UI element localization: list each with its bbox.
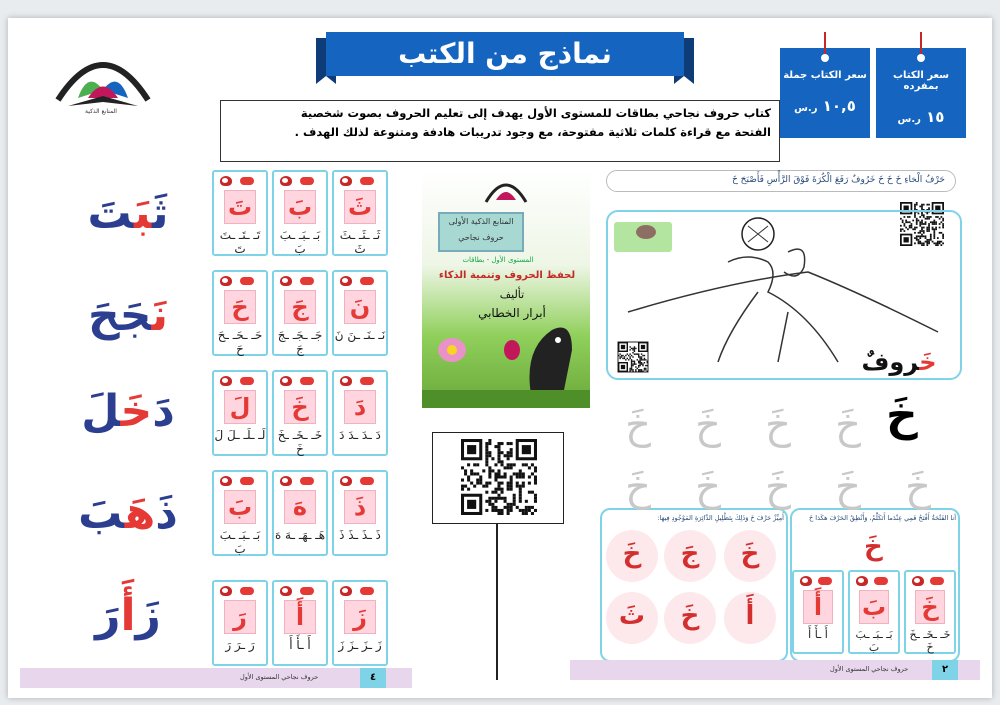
- worksheet-word: [844, 348, 954, 376]
- trace-letter: خَ: [625, 464, 651, 510]
- eyes-icon: [340, 586, 352, 596]
- card-forms: خَـ ـخَـ ـخَ خَ: [277, 428, 323, 456]
- word-letter: نَ: [151, 290, 168, 341]
- letter-card: [332, 170, 388, 256]
- mouth-icon: [240, 477, 254, 485]
- word-letter: جَ: [119, 290, 152, 341]
- card-letter: بَ: [859, 590, 889, 624]
- letter-card: [212, 470, 268, 556]
- eyes-icon: [280, 276, 292, 286]
- letter-circle[interactable]: جَ: [664, 530, 716, 582]
- footer-text: حروف نجاحي المستوى الأول: [240, 673, 319, 681]
- card-forms: بَـ ـبَـ ـبَ بَ: [279, 228, 321, 256]
- word-letter: زَ: [135, 590, 161, 641]
- price-label: سعر الكتاب بمفرده: [892, 70, 950, 92]
- letter-card: [272, 370, 328, 456]
- trace-letter: خَ: [835, 402, 861, 448]
- eyes-icon: [280, 586, 292, 596]
- eyes-icon: [340, 276, 352, 286]
- example-word: [58, 386, 198, 446]
- description-box: [220, 100, 780, 162]
- card-letter: حَ: [224, 290, 256, 324]
- mouth-icon: [360, 177, 374, 185]
- mouth-icon: [240, 377, 254, 385]
- card-forms: بَـ ـبَـ ـبَ بَ: [855, 628, 893, 654]
- cover-level: المستوى الأول - بطاقات: [462, 256, 534, 264]
- trace-letter: خَ: [765, 402, 791, 448]
- card-letter: هَ: [284, 490, 316, 524]
- letter-circle[interactable]: أَ: [724, 592, 776, 644]
- document-sheet: [8, 18, 992, 698]
- card-letter: تَ: [224, 190, 256, 224]
- panel-title: أَمِيِّزْ حَرْفَ خَ وَذَلِكَ بِتَظْلِيلِ الدَّائِرَةِ المَوْجُودِ فِيهَا:: [657, 514, 784, 522]
- eyes-icon: [856, 576, 868, 586]
- mini-letter-card: [904, 570, 956, 654]
- letter-circle[interactable]: خَ: [606, 530, 658, 582]
- price-unit: ر.س: [794, 103, 818, 114]
- eyes-icon: [340, 476, 352, 486]
- card-forms: بَـ ـبَـ ـبَ بَ: [219, 528, 261, 556]
- eyes-icon: [220, 176, 232, 186]
- price-label: سعر الكتاب جملة: [783, 70, 867, 81]
- qr-code-icon: [461, 439, 537, 517]
- letter-card: [272, 270, 328, 356]
- example-word: [58, 488, 198, 548]
- card-letter: ذَ: [344, 490, 376, 524]
- book-cover: [422, 170, 590, 408]
- eyes-icon: [220, 276, 232, 286]
- card-letter: جَ: [284, 290, 316, 324]
- card-letter: دَ: [344, 390, 376, 424]
- card-forms: أَ ـأَ أَ: [808, 628, 828, 641]
- letter-card: [212, 170, 268, 256]
- eyes-icon: [220, 376, 232, 386]
- eyes-icon: [280, 176, 292, 186]
- card-forms: دَ ـدَ ـدَ دَ: [339, 428, 381, 442]
- eyes-icon: [340, 176, 352, 186]
- letter-card: [212, 370, 268, 456]
- eyes-icon: [220, 586, 232, 596]
- card-letter: ثَ: [344, 190, 376, 224]
- qr-code-box[interactable]: [432, 432, 564, 524]
- card-letter: بَ: [284, 190, 316, 224]
- card-letter: خَ: [915, 590, 945, 624]
- price-unit: ر.س: [897, 114, 921, 125]
- price-tag-single: [876, 48, 966, 138]
- mouth-icon: [300, 587, 314, 595]
- eyes-icon: [220, 476, 232, 486]
- eyes-icon: [280, 376, 292, 386]
- card-forms: ثَـ ـثَـ ـثَ ثَ: [339, 228, 381, 256]
- word-letter: هَ: [124, 488, 156, 539]
- title-banner: [316, 32, 694, 84]
- cover-tag-line: حروف نجاحي: [458, 233, 504, 242]
- letter-card: [332, 370, 388, 456]
- letter-circle[interactable]: خَ: [724, 530, 776, 582]
- eyes-icon: [340, 376, 352, 386]
- example-word: [58, 590, 198, 650]
- card-forms: أَ ـأَ أَ: [289, 638, 311, 652]
- letter-card: [212, 270, 268, 356]
- word-letter: رَ: [95, 590, 121, 641]
- page-title: نماذج من الكتب: [398, 37, 612, 70]
- trace-letter: خَ: [625, 402, 651, 448]
- mouth-icon: [360, 277, 374, 285]
- card-forms: حَـ ـحَـ ـحَ حَ: [217, 328, 263, 356]
- word-letter: دَ: [152, 386, 175, 437]
- mouth-icon: [300, 477, 314, 485]
- big-letter: خَ: [886, 390, 918, 441]
- cover-author: أبرار الخطابي: [478, 306, 546, 320]
- cover-tag: [438, 212, 524, 252]
- horse-icon: [530, 328, 573, 401]
- cover-subtitle: لحفظ الحروف وتنمية الذكاء: [438, 270, 576, 281]
- word-red-letter: خَ: [919, 348, 937, 376]
- letter-card: [272, 170, 328, 256]
- card-forms: رَ ـرَ رَ: [225, 638, 255, 652]
- card-forms: تَـ ـتَـ ـتَ تَ: [219, 228, 261, 256]
- eyes-icon: [912, 576, 924, 586]
- trace-letter: خَ: [695, 464, 721, 510]
- price-value: ١٠,٥: [822, 97, 856, 115]
- word-letter: تَ: [87, 188, 135, 239]
- card-letter: نَ: [344, 290, 376, 324]
- word-letter: خَ: [120, 386, 153, 437]
- card-letter: بَ: [224, 490, 256, 524]
- word-letter: بَ: [78, 488, 125, 539]
- mouth-icon: [360, 587, 374, 595]
- card-forms: نَـ ـنَـ ـنَ نَ: [334, 328, 386, 342]
- sheep-drawing: [718, 257, 838, 362]
- page-number: ٤: [360, 668, 386, 688]
- footer-text: حروف نجاحي المستوى الأول: [830, 665, 909, 673]
- sign-pole: [496, 524, 498, 680]
- logo-caption: المنابع الذكية: [85, 108, 117, 115]
- card-forms: هَـ ـهَـ ـهَ هَ: [274, 528, 326, 542]
- mini-letter-card: [848, 570, 900, 654]
- price-value: ١٥: [926, 108, 945, 126]
- description-line: الفتحة مع قراءة كلمات ثلاثية مفتوحة، مع وجود تدريبات هادفة ومتنوعة لذلك الهدف .: [294, 125, 771, 139]
- letter-card: [332, 470, 388, 556]
- eyes-icon: [280, 476, 292, 486]
- card-forms: ذَ ـذَ ـذَ ذَ: [339, 528, 381, 542]
- mouth-icon: [930, 577, 944, 585]
- mouth-icon: [300, 277, 314, 285]
- letter-circle[interactable]: خَ: [664, 592, 716, 644]
- mouth-icon: [360, 477, 374, 485]
- mouth-icon: [874, 577, 888, 585]
- mouth-icon: [240, 587, 254, 595]
- card-forms: لَـ ـلَـ ـلَ لَ: [214, 428, 266, 442]
- word-letter: أَ: [120, 590, 136, 641]
- letter-card: [272, 470, 328, 556]
- mouth-icon: [240, 177, 254, 185]
- trace-letter: خَ: [695, 402, 721, 448]
- qr-code-icon: [618, 342, 648, 372]
- word-letter: بَ: [134, 188, 152, 239]
- worksheet-instruction: حَرْفُ الْخاءِ خَ خَ خَ خَرُوفٌ رَفَعَ الْكُرَةَ فَوْقَ الرَّأْسِ فَأَصْبَحَ خَ: [606, 170, 956, 192]
- footer-left: [20, 668, 412, 688]
- letter-circle[interactable]: ثَ: [606, 592, 658, 644]
- word-letter: حَ: [88, 290, 120, 341]
- mouth-icon: [300, 177, 314, 185]
- card-letter: زَ: [344, 600, 376, 634]
- card-letter: أَ: [284, 600, 316, 634]
- mini-letter-card: [792, 570, 844, 654]
- example-word: [58, 290, 198, 350]
- card-letter: رَ: [224, 600, 256, 634]
- price-tag-bulk: [780, 48, 870, 138]
- panel-title: أنا الفَتْحَةُ أَفْتَحُ فَمِي عِنْدَما أَتَكَلَّمُ، وَأَنْطِقُ الحَرْفَ هكَذا خَ: [809, 514, 956, 522]
- footer-right: [570, 660, 980, 680]
- card-forms: جَـ ـجَـ ـجَ جَ: [277, 328, 323, 356]
- card-forms: خَـ ـخَـ ـخَ خَ: [909, 628, 951, 654]
- trace-letter: خَ: [765, 464, 791, 510]
- mouth-icon: [300, 377, 314, 385]
- eyes-icon: [800, 576, 812, 586]
- mouth-icon: [240, 277, 254, 285]
- page-number: ٢: [932, 660, 958, 680]
- mouth-icon: [360, 377, 374, 385]
- letter-card: [332, 270, 388, 356]
- panel-letter: خَ: [864, 532, 883, 562]
- letter-card: [272, 580, 328, 666]
- card-letter: خَ: [284, 390, 316, 424]
- word-letter: ثَ: [152, 188, 169, 239]
- card-letter: لَ: [224, 390, 256, 424]
- trace-letter: خَ: [835, 464, 861, 510]
- letter-card: [212, 580, 268, 666]
- mouth-icon: [818, 577, 832, 585]
- cover-author-label: تأليف: [499, 288, 525, 301]
- word-letter: لَ: [81, 386, 121, 437]
- description-line: كتاب حروف نجاحي بطاقات للمستوى الأول يهدف إلى تعليم الحروف بصوت شخصية: [300, 106, 771, 120]
- cover-tag-line: المنابع الذكية الأولى: [448, 217, 514, 226]
- trace-letter: خَ: [905, 464, 931, 510]
- card-forms: زَ ـزَ ـزَ زَ: [338, 638, 382, 652]
- letter-card: [332, 580, 388, 666]
- word-rest: روفٌ: [861, 348, 920, 376]
- word-letter: ذَ: [155, 488, 178, 539]
- example-word: [58, 188, 198, 248]
- card-letter: أَ: [803, 590, 833, 624]
